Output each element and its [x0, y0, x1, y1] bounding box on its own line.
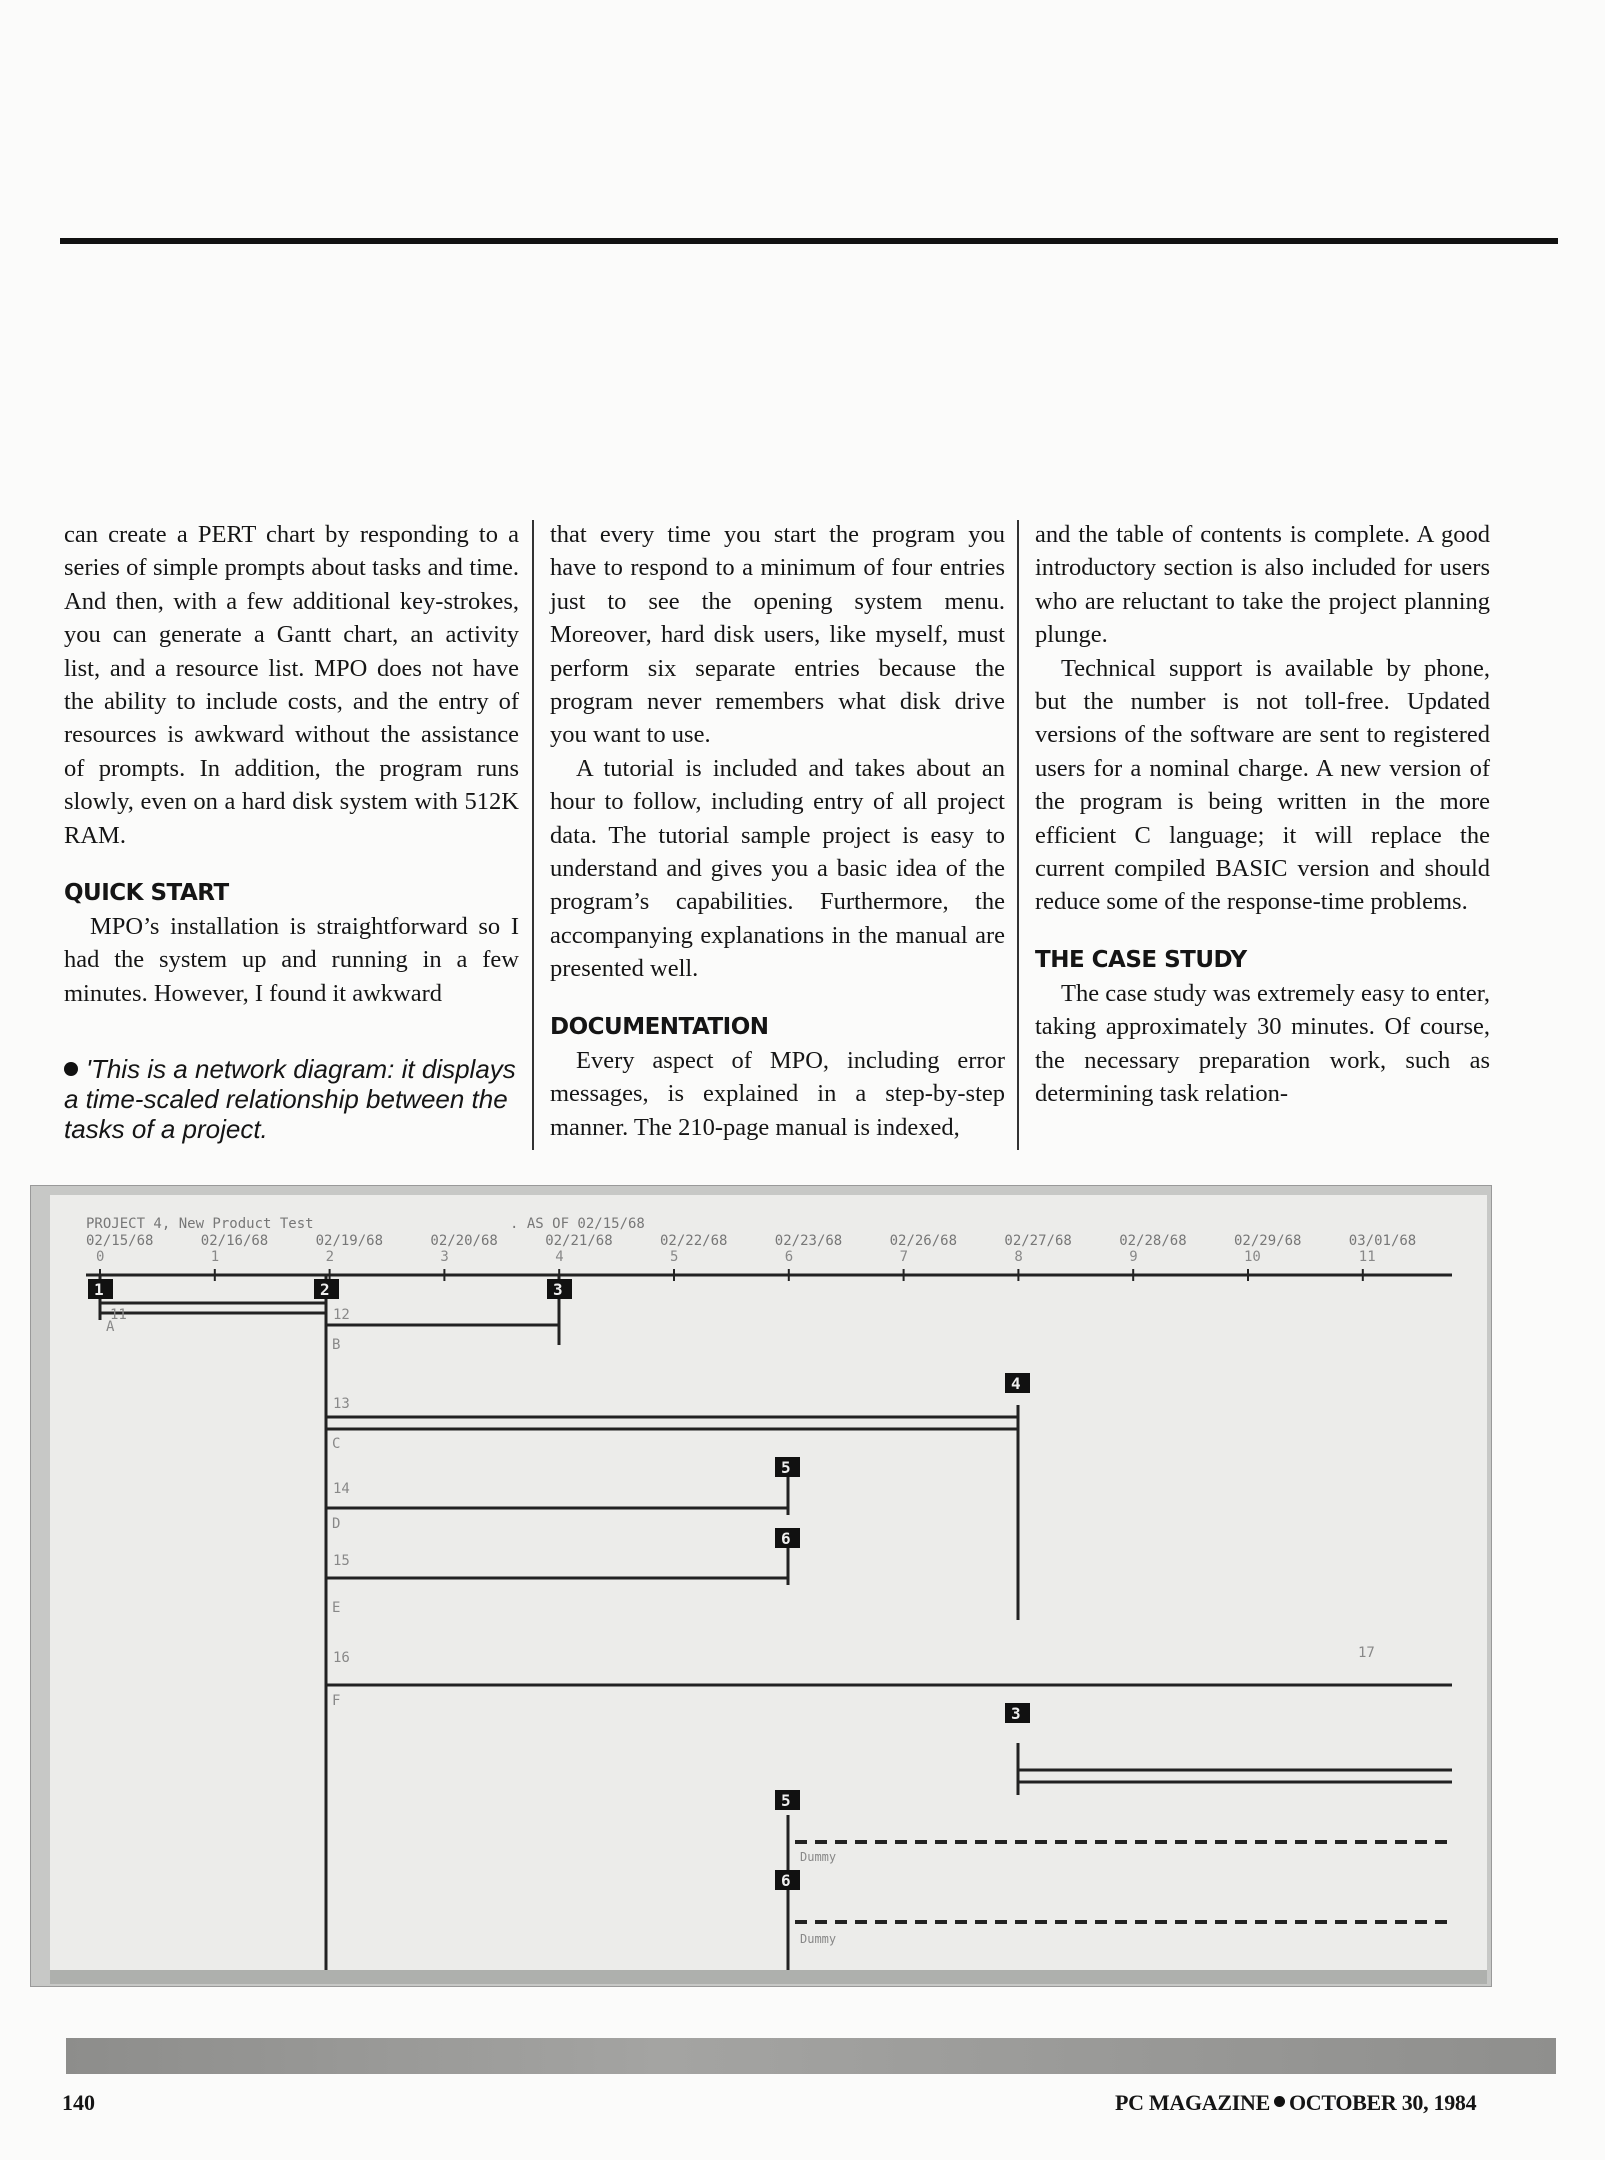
- event-node: [775, 1528, 800, 1548]
- paragraph: Technical support is available by phone, but the number is not toll-free. Updated versions of the software are sent to registered users for a nominal charge. A new version of the program is being written in the more efficient C language; it will replace the current compiled BASIC version and should reduce some of the response-time problems.: [1035, 654, 1490, 916]
- day-number: 11: [1358, 1249, 1376, 1265]
- paragraph: and the table of contents is complete. A good introductory section is also included for users who are reluctant to take the project planning plunge.: [1035, 521, 1490, 649]
- duration-label: 13: [333, 1396, 350, 1412]
- event-node: [775, 1790, 800, 1810]
- day-number: 9: [1129, 1249, 1138, 1265]
- column-divider: [1017, 520, 1019, 1150]
- figure-caption: [64, 1054, 519, 1144]
- paragraph: Every aspect of MPO, including error messages, is explained in a step-by-step manner. The 210-page manual is indexed,: [550, 1046, 1005, 1141]
- page-number: 140: [62, 2090, 95, 2115]
- event-node: [775, 1457, 800, 1477]
- task-label: A: [106, 1319, 115, 1335]
- network-diagram: [50, 1195, 1487, 1970]
- screen-shadow: [50, 1970, 1487, 1984]
- paragraph: A tutorial is included and takes about an hour to follow, including entry of all project data. The tutorial sample project is easy to understand and gives you a basic idea of the program’s capabilities. Furthermore, the accompanying explanations in the manual are presented well.: [550, 754, 1005, 983]
- day-number: 4: [555, 1249, 564, 1265]
- date-label: 02/19/68: [315, 1233, 384, 1249]
- bullet-icon: [1274, 2096, 1285, 2107]
- task-label: F: [332, 1693, 341, 1709]
- date-label: 02/15/68: [86, 1233, 154, 1249]
- duration-label: 17: [1358, 1645, 1375, 1661]
- date-label: 02/27/68: [1004, 1233, 1072, 1249]
- date-label: 02/29/68: [1234, 1233, 1302, 1249]
- publication-name: PC MAGAZINE: [1115, 2090, 1270, 2115]
- svg-text:3: 3: [553, 1280, 563, 1299]
- date-label: 02/16/68: [200, 1233, 269, 1249]
- day-number: 3: [440, 1249, 449, 1265]
- article-column-3: [1035, 518, 1490, 1111]
- svg-text:5: 5: [781, 1458, 791, 1477]
- caption-text: 'This is a network diagram: it displays a time-scaled relationship between the tasks of a project.: [64, 1054, 516, 1145]
- day-number: 10: [1244, 1249, 1261, 1265]
- publication-date: OCTOBER 30, 1984: [1288, 2090, 1477, 2115]
- bullet-icon: [64, 1062, 78, 1076]
- network-diagram-screen: [50, 1195, 1487, 1970]
- date-label: 02/22/68: [660, 1233, 728, 1249]
- day-number: 2: [325, 1249, 335, 1265]
- svg-text:5: 5: [781, 1791, 791, 1810]
- date-label: 02/20/68: [430, 1233, 498, 1249]
- svg-text:3: 3: [1011, 1704, 1021, 1723]
- section-heading: DOCUMENTATION: [550, 1013, 769, 1040]
- task-label: B: [332, 1337, 341, 1353]
- section-heading: QUICK START: [64, 880, 229, 907]
- section-heading: THE CASE STUDY: [1035, 946, 1247, 973]
- day-number: 8: [1014, 1249, 1023, 1265]
- day-number: 5: [670, 1249, 679, 1265]
- date-label: 02/28/68: [1119, 1233, 1187, 1249]
- article-column-1: [64, 518, 519, 1144]
- event-node: [314, 1279, 339, 1299]
- article-column-2: [550, 518, 1005, 1144]
- paragraph: can create a PERT chart by responding to a series of simple prompts about tasks and time. And then, with a few additional key-strokes, you can generate a Gantt chart, an activity list, and a resource list. MPO does not have the ability to include costs, and the entry of resources is awkward without the assistance of prompts. In addition, the program runs slowly, even on a hard disk system with 512K RAM.: [64, 521, 519, 849]
- screen-as-of: . AS OF 02/15/68: [510, 1216, 645, 1232]
- day-number: 7: [899, 1249, 909, 1265]
- paragraph: The case study was extremely easy to enter, taking approximately 30 minutes. Of course, the necessary preparation work, such as determining task relation-: [1035, 979, 1490, 1108]
- duration-label: 12: [333, 1307, 350, 1323]
- day-number: 6: [784, 1249, 794, 1265]
- task-label: D: [332, 1516, 341, 1532]
- duration-label: 15: [333, 1553, 350, 1569]
- paragraph: that every time you start the program you have to respond to a minimum of four entries just to see the opening system menu. Moreover, hard disk users, like myself, must perform six separate entries because the program never remembers what disk drive you want to use.: [550, 521, 1005, 749]
- date-label: 02/21/68: [545, 1233, 613, 1249]
- svg-text:2: 2: [320, 1280, 330, 1299]
- top-rule: [60, 238, 1558, 244]
- footer-band: [66, 2038, 1556, 2074]
- day-number: 1: [210, 1249, 220, 1265]
- event-node: [775, 1870, 800, 1890]
- date-label: 02/23/68: [774, 1233, 843, 1249]
- date-label: 03/01/68: [1348, 1233, 1417, 1249]
- duration-label: 11: [110, 1307, 127, 1323]
- task-label: C: [332, 1436, 341, 1452]
- duration-label: 16: [333, 1650, 350, 1666]
- event-node: [1005, 1703, 1030, 1723]
- footer-publication: [1115, 2090, 1476, 2116]
- screen-project-title: PROJECT 4, New Product Test: [86, 1216, 314, 1232]
- svg-text:4: 4: [1011, 1374, 1021, 1393]
- date-label: 02/26/68: [889, 1233, 958, 1249]
- event-node: [547, 1279, 572, 1299]
- dummy-label: Dummy: [800, 1932, 837, 1946]
- svg-text:6: 6: [781, 1529, 791, 1548]
- day-number: 0: [96, 1249, 105, 1265]
- event-node: [88, 1279, 113, 1299]
- svg-text:6: 6: [781, 1871, 791, 1890]
- event-node: [1005, 1373, 1030, 1393]
- duration-label: 14: [333, 1481, 350, 1497]
- column-divider: [532, 520, 534, 1150]
- task-label: E: [332, 1600, 341, 1616]
- paragraph: MPO’s installation is straightforward so I had the system up and running in a few minutes. However, I found it awkward: [64, 913, 519, 1007]
- svg-text:1: 1: [94, 1280, 104, 1299]
- dummy-label: Dummy: [800, 1850, 837, 1864]
